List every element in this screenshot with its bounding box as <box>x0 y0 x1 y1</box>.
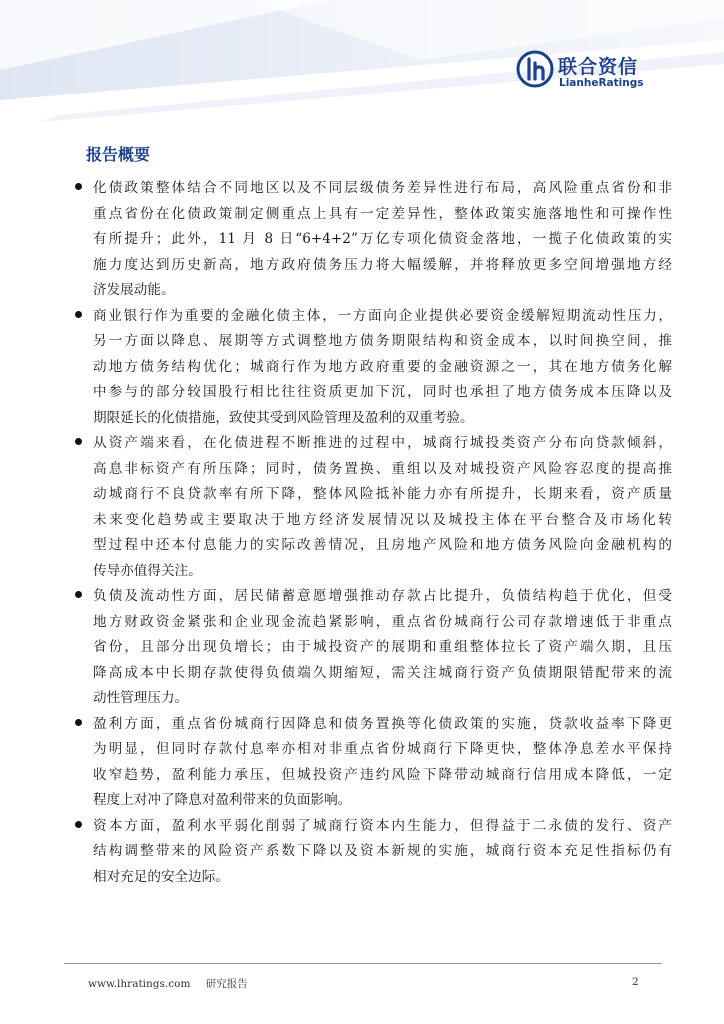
bullet-line: 盈利方面，重点省份城商行因降息和债务置换等化债政策的实施，贷款收益率下降更 <box>93 715 672 732</box>
footer-info <box>88 976 260 991</box>
bullet-line: 另一方面以降息、展期等方式调整地方债务期限结构和资金成本，以时间换空间，推 <box>93 333 672 349</box>
bullet-line: 地方财政资金紧张和企业现金流趋紧影响，重点省份城商行公司存款增速低于非重点 <box>93 613 672 630</box>
bullet-line: 动性管理压力。 <box>93 690 189 706</box>
summary-bullet <box>72 176 672 304</box>
logo-chinese-name: 联合资信 <box>558 56 639 78</box>
bullet-line: 动地方债务结构优化；城商行作为地方政府重要的金融资源之一，其在地方债务化解 <box>93 358 672 375</box>
bullet-dot-icon <box>75 821 82 828</box>
bullet-dot-icon <box>75 591 82 598</box>
summary-bullet <box>72 814 672 891</box>
footer-divider <box>64 963 662 964</box>
bullet-line: 负债及流动性方面，居民储蓄意愿增强推动存款占比提升，负债结构趋于优化，但受 <box>93 588 672 604</box>
bullet-line: 动城商行不良贷款率有所下降，整体风险抵补能力亦有所提升，长期来看，资产质量 <box>93 486 672 502</box>
page-number: 2 <box>632 976 639 988</box>
lianhe-logo-icon <box>516 50 554 88</box>
bullet-line: 降高成本中长期存款使得负债端久期缩短，需关注城商行资产负债期限错配带来的流 <box>93 664 672 681</box>
bullet-line: 程度上对冲了降息对盈利带来的负面影响。 <box>93 792 352 808</box>
bullet-line: 商业银行作为重要的金融化债主体，一方面向企业提供必要资金缓解短期流动性压力， <box>93 307 672 324</box>
bullet-dot-icon <box>75 183 82 190</box>
bullet-line: 有所提升；此外，11 月 8 日“6+4+2”万亿专项化债资金落地，一揽子化债政策的实 <box>93 231 672 247</box>
bullet-dot-icon <box>75 438 82 445</box>
bullet-line: 期限延长的化债措施，致使其受到风险管理及盈利的双重考验。 <box>93 409 474 426</box>
bullet-line: 高息非标资产有所压降；同时，债务置换、重组以及对城投资产风险容忍度的提高推 <box>93 460 672 477</box>
summary-bullet-list <box>72 176 672 890</box>
bullet-line: 施力度达到历史新高，地方政府债务压力将大幅缓解，并将释放更多空间增强地方经 <box>93 256 672 273</box>
bullet-line: 结构调整带来的风险资产系数下降以及资本新规的实施，城商行资本充足性指标仍有 <box>93 843 672 859</box>
bullet-line: 资本方面，盈利水平弱化削弱了城商行资本内生能力，但得益于二永债的发行、资产 <box>93 817 672 834</box>
summary-bullet <box>72 712 672 814</box>
lianhe-ratings-logo <box>516 50 646 90</box>
footer-doc-type: 研究报告 <box>205 978 248 990</box>
bullet-line: 济发展动能。 <box>93 282 175 298</box>
summary-bullet <box>72 304 672 432</box>
footer-website-link[interactable]: www.lhratings.com <box>88 978 191 990</box>
bullet-line: 收窄趋势，盈利能力承压，但城投资产违约风险下降带动城商行信用成本降低，一定 <box>93 766 672 783</box>
bullet-line: 重点省份在化债政策制定侧重点上具有一定差异性，整体政策实施落地性和可操作性 <box>93 205 672 222</box>
bullet-line: 型过程中还本付息能力的实际改善情况，且房地产风险和地方债务风险向金融机构的 <box>93 537 672 553</box>
bullet-line: 化债政策整体结合不同地区以及不同层级债务差异性进行布局，高风险重点省份和非 <box>93 180 672 196</box>
bullet-line: 传导亦值得关注。 <box>93 562 202 579</box>
bullet-line: 为明显，但同时存款付息率亦相对非重点省份城商行下降更快，整体净息差水平保持 <box>93 741 672 757</box>
logo-english-name: LianheRatings <box>559 77 644 89</box>
bullet-line: 从资产端来看，在化债进程不断推进的过程中，城商行城投类资产分布向贷款倾斜， <box>93 435 672 451</box>
section-title: 报告概要 <box>86 145 151 164</box>
bullet-line: 省份，且部分出现负增长；由于城投资产的展期和重组整体拉长了资产端久期，且压 <box>93 639 672 655</box>
bullet-dot-icon <box>75 719 82 726</box>
bullet-dot-icon <box>75 311 82 318</box>
bullet-line: 相对充足的安全边际。 <box>93 868 229 885</box>
bullet-line: 未来变化趋势或主要取决于地方经济发展情况以及城投主体在平台整合及市场化转 <box>93 511 672 528</box>
summary-bullet <box>72 584 672 712</box>
bullet-line: 中参与的部分较国股行相比往往资质更加下沉，同时也承担了地方债务成本压降以及 <box>93 384 672 400</box>
summary-bullet <box>72 431 672 584</box>
